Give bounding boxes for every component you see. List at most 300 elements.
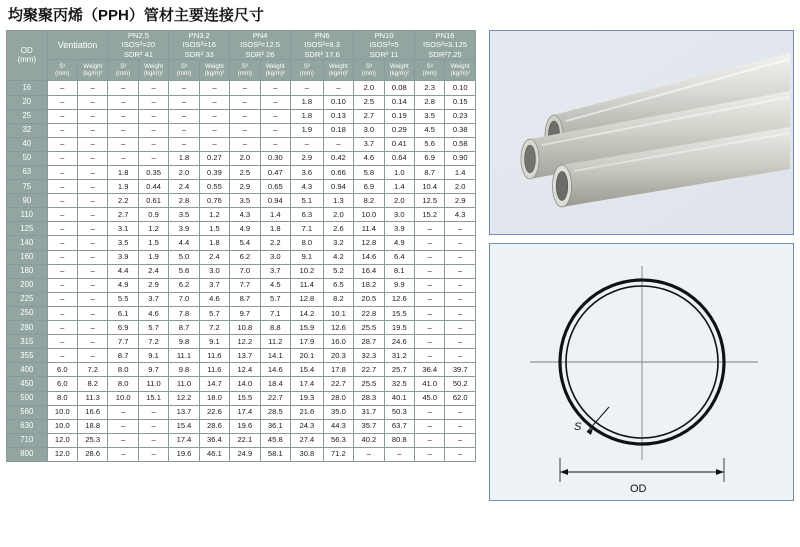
table-cell: – — [78, 250, 108, 264]
table-cell: 18.0 — [199, 391, 229, 405]
table-cell: 20.5 — [354, 292, 384, 306]
table-row — [7, 123, 476, 137]
table-cell-od: 16 — [7, 81, 48, 95]
table-cell: 7.1 — [260, 306, 290, 320]
table-cell: 0.29 — [384, 123, 414, 137]
table-cell: 2.2 — [108, 194, 138, 208]
table-cell: 17.9 — [291, 335, 324, 349]
table-cell: 1.8 — [169, 151, 199, 165]
table-cell-od: 560 — [7, 405, 48, 419]
table-cell: 0.18 — [323, 123, 353, 137]
table-cell: 12.2 — [230, 335, 260, 349]
pipe-photo-panel — [489, 30, 794, 235]
table-cell: – — [384, 447, 414, 461]
table-cell-od: 90 — [7, 194, 48, 208]
table-cell: 0.9 — [138, 208, 168, 222]
table-cell-od: 63 — [7, 166, 48, 180]
dimensions-table — [6, 30, 476, 462]
table-cell: 4.6 — [199, 292, 229, 306]
table-cell: – — [415, 433, 445, 447]
table-cell: 1.9 — [108, 180, 138, 194]
table-row — [7, 349, 476, 363]
table-cell: 28.7 — [354, 335, 384, 349]
table-cell: 7.1 — [291, 222, 324, 236]
table-cell: 18.2 — [354, 278, 384, 292]
table-cell: – — [138, 81, 168, 95]
table-cell-od: 50 — [7, 151, 48, 165]
table-cell: 0.64 — [384, 151, 414, 165]
table-cell: – — [169, 95, 199, 109]
table-cell: – — [78, 81, 108, 95]
table-cell: – — [323, 81, 353, 95]
table-cell: 9.1 — [291, 250, 324, 264]
table-cell: 0.41 — [384, 137, 414, 151]
table-cell: 44.3 — [323, 419, 353, 433]
table-cell: – — [138, 447, 168, 461]
table-cell: 14.6 — [354, 250, 384, 264]
od-label: OD — [630, 483, 647, 495]
table-cell: 5.4 — [230, 236, 260, 250]
table-cell: 6.4 — [384, 250, 414, 264]
table-row — [7, 363, 476, 377]
table-cell: 2.0 — [384, 194, 414, 208]
table-cell: 12.0 — [47, 447, 77, 461]
table-cell-od: 280 — [7, 321, 48, 335]
table-cell: – — [47, 180, 77, 194]
table-cell: – — [415, 349, 445, 363]
table-row — [7, 335, 476, 349]
table-cell: 1.9 — [291, 123, 324, 137]
table-cell: – — [291, 137, 324, 151]
table-cell: 15.5 — [230, 391, 260, 405]
table-cell: 4.9 — [230, 222, 260, 236]
table-cell: 12.6 — [384, 292, 414, 306]
table-row — [7, 419, 476, 433]
table-cell: 2.0 — [230, 151, 260, 165]
table-cell: – — [78, 222, 108, 236]
table-cell: 39.7 — [445, 363, 476, 377]
table-cell: 80.8 — [384, 433, 414, 447]
table-cell: – — [138, 95, 168, 109]
table-cell: 1.8 — [108, 166, 138, 180]
table-cell: 3.5 — [108, 236, 138, 250]
table-cell: 0.76 — [199, 194, 229, 208]
table-cell: – — [78, 95, 108, 109]
table-cell: – — [230, 137, 260, 151]
table-cell: – — [47, 137, 77, 151]
table-cell: 17.4 — [291, 377, 324, 391]
table-cell-od: 315 — [7, 335, 48, 349]
table-cell: 2.3 — [415, 81, 445, 95]
group-pn16-line1: PN16 — [435, 31, 455, 40]
table-cell: 3.2 — [323, 236, 353, 250]
table-cell: 50.3 — [384, 405, 414, 419]
table-cell: 2.8 — [415, 95, 445, 109]
table-cell: 11.3 — [78, 391, 108, 405]
table-cell: – — [445, 349, 476, 363]
table-cell: – — [445, 278, 476, 292]
table-cell: – — [47, 349, 77, 363]
table-cell-od: 20 — [7, 95, 48, 109]
table-row — [7, 278, 476, 292]
table-cell: 28.3 — [354, 391, 384, 405]
table-cell: – — [78, 335, 108, 349]
table-cell: 4.4 — [169, 236, 199, 250]
table-cell: – — [78, 349, 108, 363]
table-cell: 4.5 — [260, 278, 290, 292]
table-cell: 5.0 — [169, 250, 199, 264]
table-cell: 9.9 — [384, 278, 414, 292]
table-cell: 3.7 — [199, 278, 229, 292]
table-cell: 10.4 — [415, 180, 445, 194]
table-cell: 0.30 — [260, 151, 290, 165]
table-cell: 8.2 — [354, 194, 384, 208]
table-cell: 15.1 — [138, 391, 168, 405]
column-group-pn10 — [354, 31, 415, 60]
table-cell: 5.6 — [169, 264, 199, 278]
table-cell: 6.0 — [47, 363, 77, 377]
table-cell: 0.47 — [260, 166, 290, 180]
table-cell: 25.5 — [354, 377, 384, 391]
table-cell: 6.5 — [323, 278, 353, 292]
table-cell: – — [47, 236, 77, 250]
table-cell: 3.6 — [291, 166, 324, 180]
table-cell: 45.0 — [415, 391, 445, 405]
table-cell: – — [323, 137, 353, 151]
table-row — [7, 264, 476, 278]
table-cell: 2.0 — [445, 180, 476, 194]
table-cell: – — [138, 419, 168, 433]
table-cell: – — [78, 194, 108, 208]
table-cell: 7.2 — [78, 363, 108, 377]
table-cell: – — [108, 81, 138, 95]
table-cell: 13.7 — [169, 405, 199, 419]
table-cell-od: 800 — [7, 447, 48, 461]
table-cell: 0.27 — [199, 151, 229, 165]
group-pn4-line3: SDR² 26 — [245, 49, 275, 59]
table-cell: – — [47, 278, 77, 292]
table-cell: 12.0 — [47, 433, 77, 447]
table-cell: 27.4 — [291, 433, 324, 447]
table-cell: 1.4 — [384, 180, 414, 194]
table-row — [7, 250, 476, 264]
table-cell-od: 110 — [7, 208, 48, 222]
table-cell: 28.6 — [78, 447, 108, 461]
table-cell: – — [47, 306, 77, 320]
table-cell: 5.7 — [260, 292, 290, 306]
table-cell: 22.7 — [323, 377, 353, 391]
table-row — [7, 81, 476, 95]
column-group-ventiation — [47, 31, 108, 60]
group-pn4-line2: ISOS²=12.5 — [240, 40, 281, 50]
table-cell: 0.38 — [445, 123, 476, 137]
table-cell: – — [108, 137, 138, 151]
table-cell: 14.1 — [260, 349, 290, 363]
table-row — [7, 236, 476, 250]
table-cell: – — [78, 151, 108, 165]
table-cell: 19.5 — [384, 321, 414, 335]
table-cell: 22.6 — [199, 405, 229, 419]
table-row — [7, 137, 476, 151]
table-cell: 9.7 — [138, 363, 168, 377]
column-group-pn16 — [415, 31, 476, 60]
table-cell: 40.2 — [354, 433, 384, 447]
table-row — [7, 151, 476, 165]
group-pn10-line1: PN10 — [374, 31, 394, 40]
sub-header-13: Weight (kg/m)² — [445, 60, 476, 81]
table-cell-od: 400 — [7, 363, 48, 377]
table-cell: 63.7 — [384, 419, 414, 433]
sub-header-4: S³ (mm) — [169, 60, 199, 81]
table-cell: 30.8 — [291, 447, 324, 461]
table-cell: 4.2 — [323, 250, 353, 264]
table-cell: 0.55 — [199, 180, 229, 194]
table-cell: – — [47, 151, 77, 165]
table-cell: 3.7 — [354, 137, 384, 151]
table-cell: 3.7 — [260, 264, 290, 278]
sub-header-3: Weight (kg/m)² — [138, 60, 168, 81]
table-cell: 14.7 — [199, 377, 229, 391]
table-cell: 17.4 — [169, 433, 199, 447]
table-cell: 0.90 — [445, 151, 476, 165]
od-header-line2: (mm) — [17, 54, 37, 64]
table-cell: – — [445, 264, 476, 278]
table-cell: – — [415, 264, 445, 278]
table-cell: – — [47, 109, 77, 123]
table-cell: – — [169, 137, 199, 151]
table-cell: 11.4 — [354, 222, 384, 236]
table-row — [7, 180, 476, 194]
table-cell: 5.1 — [291, 194, 324, 208]
table-cell: – — [78, 236, 108, 250]
table-cell: – — [445, 405, 476, 419]
table-cell: 0.15 — [445, 95, 476, 109]
table-cell: 0.35 — [138, 166, 168, 180]
table-cell: 2.0 — [323, 208, 353, 222]
table-cell: 8.7 — [169, 321, 199, 335]
table-cell: 8.2 — [323, 292, 353, 306]
table-row — [7, 222, 476, 236]
table-cell: – — [199, 123, 229, 137]
table-cell: 1.5 — [138, 236, 168, 250]
table-cell: 8.7 — [230, 292, 260, 306]
table-cell: 0.14 — [384, 95, 414, 109]
table-cell: 2.7 — [354, 109, 384, 123]
table-cell: 3.7 — [138, 292, 168, 306]
table-cell: 0.13 — [323, 109, 353, 123]
table-cell-od: 180 — [7, 264, 48, 278]
table-cell: 3.5 — [169, 208, 199, 222]
s-label: S — [574, 421, 582, 433]
group-pn3-2-line1: PN3.2 — [188, 31, 210, 40]
table-cell: 2.4 — [169, 180, 199, 194]
table-cell: – — [445, 236, 476, 250]
table-cell: – — [47, 335, 77, 349]
table-cell: 13.7 — [230, 349, 260, 363]
table-cell: 2.5 — [230, 166, 260, 180]
table-cell-od: 450 — [7, 377, 48, 391]
table-row — [7, 194, 476, 208]
table-cell: – — [47, 321, 77, 335]
table-row — [7, 391, 476, 405]
sub-header-7: Weight (kg/m)² — [260, 60, 290, 81]
sub-header-8: S³ (mm) — [291, 60, 324, 81]
table-cell: – — [78, 208, 108, 222]
column-group-pn6 — [291, 31, 354, 60]
table-cell: – — [445, 433, 476, 447]
table-cell: 4.3 — [291, 180, 324, 194]
table-cell: – — [199, 137, 229, 151]
table-row — [7, 433, 476, 447]
table-cell: 18.8 — [78, 419, 108, 433]
table-cell: – — [108, 433, 138, 447]
table-cell: 0.19 — [384, 109, 414, 123]
sub-header-11: Weight (kg/m)² — [384, 60, 414, 81]
table-cell: 22.7 — [260, 391, 290, 405]
table-cell: 7.0 — [169, 292, 199, 306]
table-cell: – — [169, 123, 199, 137]
table-cell: 0.42 — [323, 151, 353, 165]
table-cell: 0.94 — [323, 180, 353, 194]
table-cell: 1.9 — [138, 250, 168, 264]
table-cell: 10.0 — [47, 419, 77, 433]
table-cell: – — [445, 250, 476, 264]
table-cell: – — [47, 81, 77, 95]
table-cell-od: 250 — [7, 306, 48, 320]
table-cell: 5.5 — [108, 292, 138, 306]
table-cell: 12.2 — [169, 391, 199, 405]
table-cell: – — [291, 81, 324, 95]
pipe-bundle-illustration — [490, 31, 793, 234]
pipe-cross-section-diagram — [490, 244, 793, 500]
table-cell: 19.6 — [169, 447, 199, 461]
table-cell: 14.6 — [260, 363, 290, 377]
table-cell: – — [78, 264, 108, 278]
table-cell: 1.5 — [199, 222, 229, 236]
table-cell: 15.9 — [291, 321, 324, 335]
table-cell: 0.94 — [260, 194, 290, 208]
table-cell: 1.8 — [260, 222, 290, 236]
table-cell: – — [47, 264, 77, 278]
table-cell: 11.1 — [169, 349, 199, 363]
table-cell: – — [169, 109, 199, 123]
table-cell-od: 225 — [7, 292, 48, 306]
column-group-pn3-2 — [169, 31, 230, 60]
group-pn16-line3: SDR²7.25 — [428, 49, 462, 59]
table-cell: 1.0 — [384, 166, 414, 180]
table-cell: 25.3 — [78, 433, 108, 447]
table-cell: 10.2 — [291, 264, 324, 278]
table-cell: 2.0 — [354, 81, 384, 95]
table-cell: 32.5 — [384, 377, 414, 391]
table-cell: 1.2 — [138, 222, 168, 236]
table-row — [7, 447, 476, 461]
table-cell: – — [169, 81, 199, 95]
table-cell: 3.9 — [384, 222, 414, 236]
table-cell: – — [108, 151, 138, 165]
table-cell: – — [445, 306, 476, 320]
table-cell: 8.7 — [108, 349, 138, 363]
table-cell: 4.9 — [108, 278, 138, 292]
dimensions-table-wrapper — [6, 30, 476, 462]
table-cell: 71.2 — [323, 447, 353, 461]
table-cell: – — [138, 123, 168, 137]
table-cell: – — [78, 321, 108, 335]
table-body — [7, 81, 476, 462]
table-cell: 0.66 — [323, 166, 353, 180]
table-cell: 22.7 — [354, 363, 384, 377]
table-cell: 2.8 — [169, 194, 199, 208]
table-cell: 6.9 — [108, 321, 138, 335]
table-cell: 3.9 — [169, 222, 199, 236]
table-cell: 10.0 — [354, 208, 384, 222]
group-pn2-5-line1: PN2.5 — [127, 31, 149, 40]
table-cell: 5.6 — [415, 137, 445, 151]
table-cell: 6.9 — [415, 151, 445, 165]
table-cell: 3.0 — [199, 264, 229, 278]
table-cell: – — [108, 405, 138, 419]
table-cell-od: 355 — [7, 349, 48, 363]
table-cell: 0.39 — [199, 166, 229, 180]
table-cell: 7.2 — [199, 321, 229, 335]
table-cell: 2.9 — [445, 194, 476, 208]
od-header-line1: OD — [20, 46, 33, 56]
table-cell: – — [108, 109, 138, 123]
table-cell: 20.3 — [323, 349, 353, 363]
table-cell: – — [415, 278, 445, 292]
table-cell: – — [415, 419, 445, 433]
table-cell: 4.9 — [384, 236, 414, 250]
table-cell: 8.0 — [47, 391, 77, 405]
table-cell: 11.0 — [138, 377, 168, 391]
table-cell: – — [47, 222, 77, 236]
table-cell: 2.9 — [230, 180, 260, 194]
group-pn2-5-line2: ISOS²=20 — [121, 40, 156, 50]
table-cell: 0.65 — [260, 180, 290, 194]
table-cell-od: 125 — [7, 222, 48, 236]
table-cell: – — [47, 292, 77, 306]
table-cell: 6.9 — [354, 180, 384, 194]
sub-header-5: Weight (kg/m)² — [199, 60, 229, 81]
table-cell: 12.8 — [354, 236, 384, 250]
table-cell: 8.0 — [108, 363, 138, 377]
table-cell: 36.4 — [199, 433, 229, 447]
table-cell: 22.1 — [230, 433, 260, 447]
table-cell: 2.7 — [108, 208, 138, 222]
table-cell: 0.10 — [323, 95, 353, 109]
table-cell: 35.7 — [354, 419, 384, 433]
table-cell: 32.3 — [354, 349, 384, 363]
table-cell: 1.8 — [291, 95, 324, 109]
table-cell: 14.2 — [291, 306, 324, 320]
table-cell: – — [445, 292, 476, 306]
table-cell: 15.4 — [169, 419, 199, 433]
table-cell: – — [415, 250, 445, 264]
table-cell: 6.2 — [230, 250, 260, 264]
table-cell: 7.7 — [108, 335, 138, 349]
column-header-od — [7, 31, 48, 81]
table-cell: 2.0 — [169, 166, 199, 180]
table-cell: 11.6 — [199, 363, 229, 377]
table-cell: – — [415, 447, 445, 461]
table-cell: – — [415, 222, 445, 236]
table-cell: 6.3 — [291, 208, 324, 222]
table-cell: – — [445, 321, 476, 335]
table-cell: 0.58 — [445, 137, 476, 151]
table-cell: 11.0 — [169, 377, 199, 391]
table-cell: 7.0 — [230, 264, 260, 278]
table-cell: 24.3 — [291, 419, 324, 433]
